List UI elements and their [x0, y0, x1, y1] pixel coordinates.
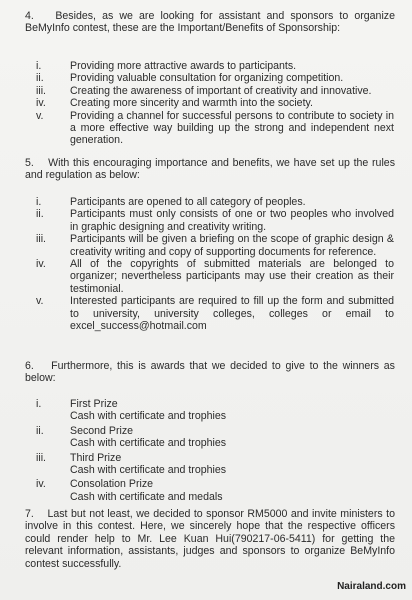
section-text: Last but not least, we decided to sponsor RM5000 and invite ministers to involve in this contest. Here, we sincerely hope that the respective officers could render help to Mr. Lee Kuan Hui(790217-06-5411) for getting the relevant information, assistants, judges and sponsors to organize BeMyInfo contest successfully. [25, 508, 395, 570]
prize-item: iii. Third Prize Cash with certificate and trophies [36, 452, 394, 477]
list-item: v. Providing a channel for successful persons to contribute to society in a more effective way building up the strong and independent next generation. [36, 109, 394, 147]
section-6-intro [25, 360, 395, 385]
list-item: iii. Creating the awareness of important of creativity and innovative. [36, 84, 372, 97]
section-5-intro [25, 157, 395, 182]
section-4-list [36, 60, 394, 147]
prize-detail: Cash with certificate and trophies [70, 437, 227, 450]
list-item: ii. Providing valuable consultation for organizing competition. [36, 72, 344, 85]
prize-item: ii. Second Prize Cash with certificate and trophies [36, 425, 394, 450]
prize-detail: Cash with certificate and medals [70, 490, 223, 503]
list-item: ii. Participants must only consists of one or two peoples who involved in graphic designing and creativity writing. [36, 208, 394, 233]
list-item: i. Participants are opened to all category of peoples. [36, 196, 306, 208]
list-item: v. Interested participants are required to fill up the form and submitted to university, university colleges, colleges or email to excel_success@hotmail.com [36, 295, 394, 333]
prize-title: Second Prize [70, 424, 134, 437]
list-item: iv. All of the copyrights of submitted materials are belonged to organizer; nevertheless participants may use their creation as their testimonial. [36, 258, 394, 295]
section-number: 5. [25, 157, 34, 169]
section-number: 4. [25, 10, 34, 22]
section-number: 7. [25, 508, 34, 520]
list-item: iv. Creating more sincerity and warmth into the society. [36, 97, 313, 110]
prize-title: Third Prize [70, 451, 122, 464]
section-7-paragraph [25, 508, 395, 570]
section-6-prize-list [36, 398, 394, 505]
section-5-list [36, 196, 394, 332]
prize-title: First Prize [70, 398, 118, 410]
prize-title: Consolation Prize [70, 478, 154, 491]
section-text: Furthermore, this is awards that we decided to give to the winners as below: [25, 360, 395, 385]
list-item: i. Providing more attractive awards to participants. [36, 60, 297, 72]
section-4-intro [25, 10, 395, 35]
section-text: With this encouraging importance and benefits, we have set up the rules and regulation as below: [25, 157, 395, 182]
section-number: 6. [25, 360, 34, 372]
site-watermark: Nairaland.com [337, 581, 406, 592]
prize-detail: Cash with certificate and trophies [70, 464, 227, 477]
section-text: Besides, as we are looking for assistant and sponsors to organize BeMyInfo contest, these are the Important/Benefits of Sponsorship: [25, 10, 395, 35]
prize-item: i. First Prize Cash with certificate and trophies [36, 398, 394, 423]
prize-detail: Cash with certificate and trophies [70, 410, 227, 423]
prize-item: iv. Consolation Prize Cash with certificate and medals [36, 478, 394, 503]
list-item: iii. Participants will be given a briefing on the scope of graphic design & creativity writing and copy of supporting documents for reference. [36, 233, 394, 258]
